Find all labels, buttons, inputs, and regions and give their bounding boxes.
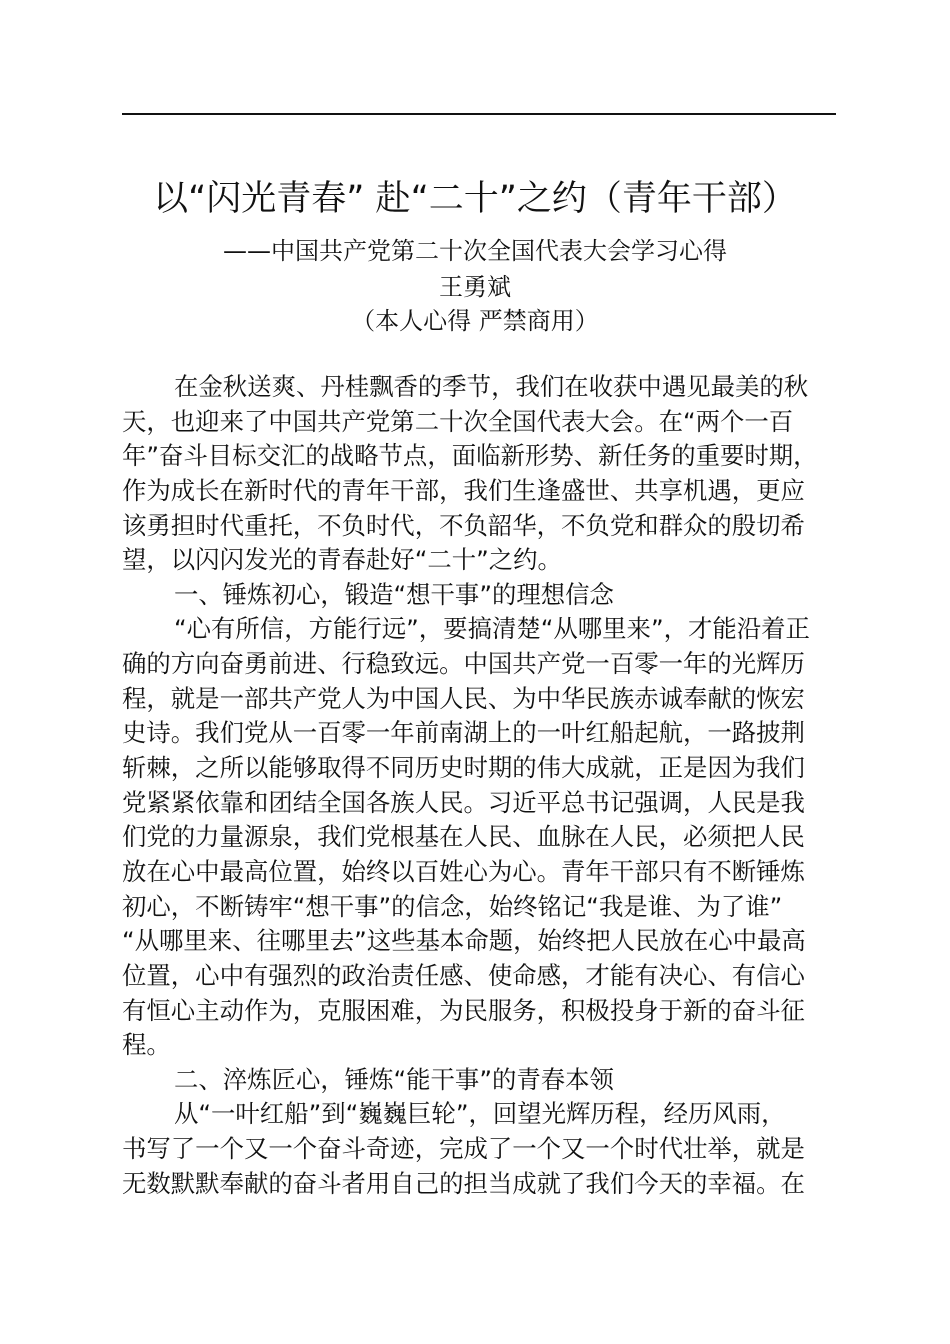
paragraph-line: 史诗。我们党从一百零一年前南湖上的一叶红船起航，一路披荆 [122, 718, 805, 748]
paragraph-line: 放在心中最高位置，始终以百姓心为心。青年干部只有不断锤炼 [122, 856, 805, 886]
paragraph-line: 位置，心中有强烈的政治责任感、使命感，才能有决心、有信心 [122, 960, 805, 990]
paragraph-line: 程，就是一部共产党人为中国人民、为中华民族赤诚奉献的恢宏 [122, 683, 805, 713]
paragraph-line: 初心，不断铸牢“想干事”的信念，始终铭记“我是谁、为了谁” [122, 891, 783, 921]
document-title: 以“闪光青春” 赴“二十”之约（青年干部） [153, 179, 797, 219]
paragraph-line: 年”奋斗目标交汇的战略节点，面临新形势、新任务的重要时期， [122, 441, 818, 471]
paragraph-line: 们党的力量源泉，我们党根基在人民、血脉在人民，必须把人民 [122, 822, 805, 852]
paragraph-line: “从哪里来、往哪里去”这些基本命题，始终把人民放在心中最高 [122, 926, 806, 956]
header-rule [122, 113, 836, 115]
paragraph-line: “心有所信，方能行远”，要搞清楚“从哪里来”，才能沿着正 [174, 614, 810, 644]
document-author: 王勇斌 [439, 273, 511, 301]
section-heading: 一、锤炼初心，锻造“想干事”的理想信念 [174, 579, 614, 609]
document-note: （本人心得 严禁商用） [351, 307, 599, 335]
paragraph-line: 该勇担时代重托，不负时代，不负韶华，不负党和群众的殷切希 [122, 510, 805, 540]
paragraph-line: 在金秋送爽、丹桂飘香的季节，我们在收获中遇见最美的秋 [174, 372, 809, 401]
document-body [122, 370, 836, 1201]
paragraph-line: 无数默默奉献的奋斗者用自己的担当成就了我们今天的幸福。在 [122, 1168, 805, 1198]
paragraph-line: 天，也迎来了中国共产党第二十次全国代表大会。在“两个一百 [122, 406, 794, 436]
paragraph-line: 程。 [122, 1030, 171, 1060]
paragraph-line: 作为成长在新时代的青年干部，我们生逢盛世、共享机遇，更应 [122, 475, 805, 505]
paragraph-line: 斩棘，之所以能够取得不同历史时期的伟大成就，正是因为我们 [122, 753, 805, 783]
paragraph-line: 从“一叶红船”到“巍巍巨轮”，回望光辉历程，经历风雨， [174, 1099, 786, 1129]
paragraph-line: 确的方向奋勇前进、行稳致远。中国共产党一百零一年的光辉历 [122, 649, 805, 679]
paragraph-line: 有恒心主动作为，克服困难，为民服务，积极投身于新的奋斗征 [122, 995, 805, 1025]
paragraph-line: 书写了一个又一个奋斗奇迹，完成了一个又一个时代壮举，就是 [122, 1134, 805, 1164]
paragraph-line: 望，以闪闪发光的青春赴好“二十”之约。 [122, 545, 562, 575]
section-heading: 二、淬炼匠心，锤炼“能干事”的青春本领 [174, 1064, 614, 1094]
paragraph-line: 党紧紧依靠和团结全国各族人民。习近平总书记强调，人民是我 [122, 787, 805, 817]
document-subtitle: ——中国共产党第二十次全国代表大会学习心得 [223, 237, 727, 265]
